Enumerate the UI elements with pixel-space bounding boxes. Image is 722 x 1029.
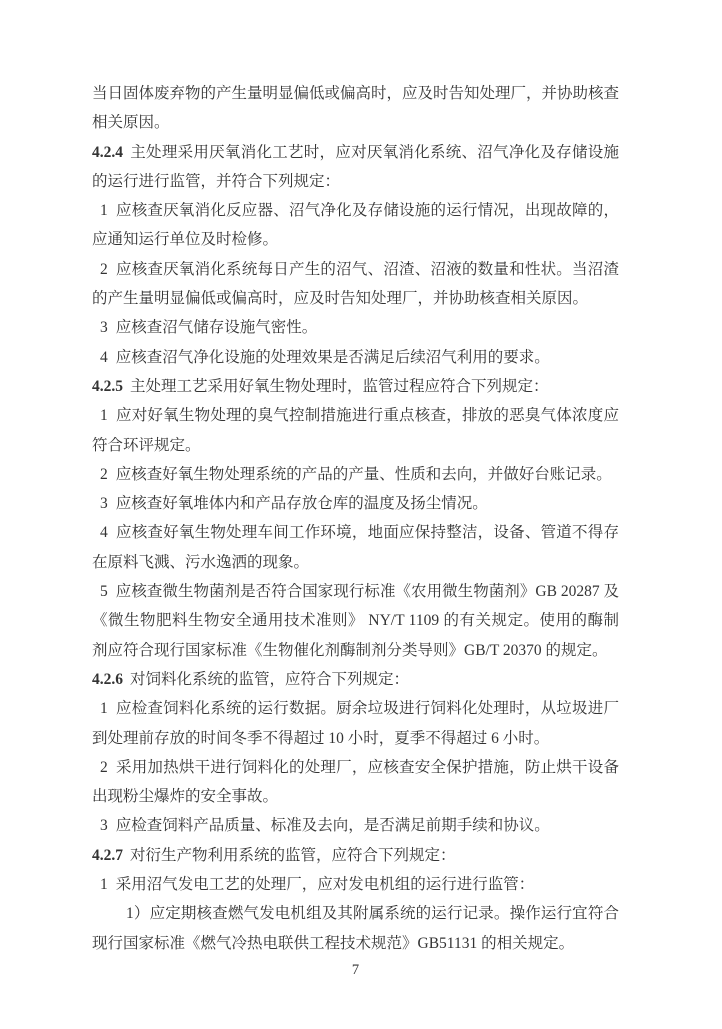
paragraph-text: 应核查厌氧消化系统每日产生的沼气、沼渣、沼液的数量和性状。当沼渣的产生量明显偏低或偏高时，应及时告知处理厂，并协助核查相关原因。 [92, 260, 619, 308]
clause-number: 2 [100, 260, 108, 278]
clause-number: 1 [100, 700, 108, 718]
clause-number: 4 [100, 348, 108, 366]
clause-number: 4.2.5 [92, 377, 123, 395]
paragraph-text: 应检查饲料产品质量、标准及去向，是否满足前期手续和协议。 [115, 817, 550, 835]
paragraph-text: 主处理采用厌氧消化工艺时，应对厌氧消化系统、沼气净化及存储设施的运行进行监管，并符合下列规定： [92, 143, 619, 190]
clause-number: 1 [100, 202, 108, 220]
clause-number: 3 [100, 817, 108, 835]
paragraph [92, 870, 619, 899]
paragraph [92, 665, 619, 694]
paragraph [92, 79, 619, 138]
paragraph [92, 841, 619, 870]
clause-number: 3 [100, 495, 108, 513]
paragraph-text: 当日固体废弃物的产生量明显偏低或偏高时，应及时告知处理厂，并协助核查相关原因。 [92, 85, 620, 132]
clause-number: 4.2.6 [92, 670, 123, 688]
paragraph [92, 518, 619, 577]
paragraph-text: 应定期核查燃气发电机组及其附属系统的运行记录。操作运行宜符合现行国家标准《燃气冷热电联供工程技术规范》GB51131 的相关规定。 [92, 905, 619, 952]
paragraph [92, 460, 619, 489]
paragraph-text: 对衍生产物利用系统的监管，应符合下列规定： [130, 846, 456, 864]
paragraph-text: 应核查沼气储存设施气密性。 [115, 319, 318, 337]
document-body [92, 79, 619, 958]
clause-number: 3 [100, 319, 108, 337]
paragraph-text: 应核查好氧生物处理系统的产品的产量、性质和去向，并做好台账记录。 [115, 465, 612, 483]
clause-number: 1 [100, 876, 108, 894]
paragraph-text: 应核查沼气净化设施的处理效果是否满足后续沼气利用的要求。 [115, 348, 550, 366]
paragraph-text: 应核查好氧生物处理车间工作环境，地面应保持整洁，设备、管道不得存在原料飞溅、污水逸洒的现象。 [92, 524, 619, 571]
paragraph [92, 694, 619, 753]
paragraph [92, 899, 619, 958]
clause-number: 2 [100, 758, 108, 776]
paragraph [92, 489, 619, 518]
clause-number: 1 [100, 407, 108, 425]
clause-number: 4 [100, 524, 108, 542]
clause-number: 5 [100, 583, 108, 601]
paragraph [92, 401, 619, 460]
paragraph-text: 主处理工艺采用好氧生物处理时，监管过程应符合下列规定： [130, 377, 549, 395]
paragraph-text: 对饲料化系统的监管，应符合下列规定： [130, 670, 410, 688]
paragraph [92, 255, 619, 314]
paragraph [92, 343, 619, 372]
paragraph-text: 采用沼气发电工艺的处理厂，应对发电机组的运行进行监管： [115, 876, 535, 894]
paragraph [92, 196, 619, 255]
paragraph [92, 577, 619, 665]
clause-number: 1） [126, 905, 150, 923]
paragraph-text: 应检查饲料化系统的运行数据。厨余垃圾进行饲料化处理时，从垃圾进厂到处理前存放的时间冬季不得超过 10 小时，夏季不得超过 6 小时。 [92, 700, 619, 747]
paragraph [92, 811, 619, 840]
clause-number: 2 [100, 465, 108, 483]
clause-number: 4.2.4 [92, 143, 123, 161]
paragraph-text: 应核查好氧堆体内和产品存放仓库的温度及扬尘情况。 [115, 495, 488, 513]
paragraph [92, 753, 619, 812]
paragraph-text: 应对好氧生物处理的臭气控制措施进行重点核查，排放的恶臭气体浓度应符合环评规定。 [92, 407, 619, 454]
paragraph [92, 372, 619, 401]
paragraph-text: 应核查微生物菌剂是否符合国家现行标准《农用微生物菌剂》GB 20287 及《微生物肥料生物安全通用技术准则》 NY/T 1109 的有关规定。使用的酶制剂应符合现行国家标准《生物催化剂酶制剂分类导则》GB/T 20370 的规定。 [92, 583, 619, 659]
page-number: 7 [351, 962, 360, 978]
clause-number: 4.2.7 [92, 846, 123, 864]
paragraph [92, 313, 619, 342]
paragraph-text: 应核查厌氧消化反应器、沼气净化及存储设施的运行情况，出现故障的，应通知运行单位及时检修。 [92, 202, 619, 249]
paragraph [92, 138, 619, 197]
paragraph-text: 采用加热烘干进行饲料化的处理厂，应核查安全保护措施，防止烘干设备出现粉尘爆炸的安全事故。 [92, 758, 619, 806]
